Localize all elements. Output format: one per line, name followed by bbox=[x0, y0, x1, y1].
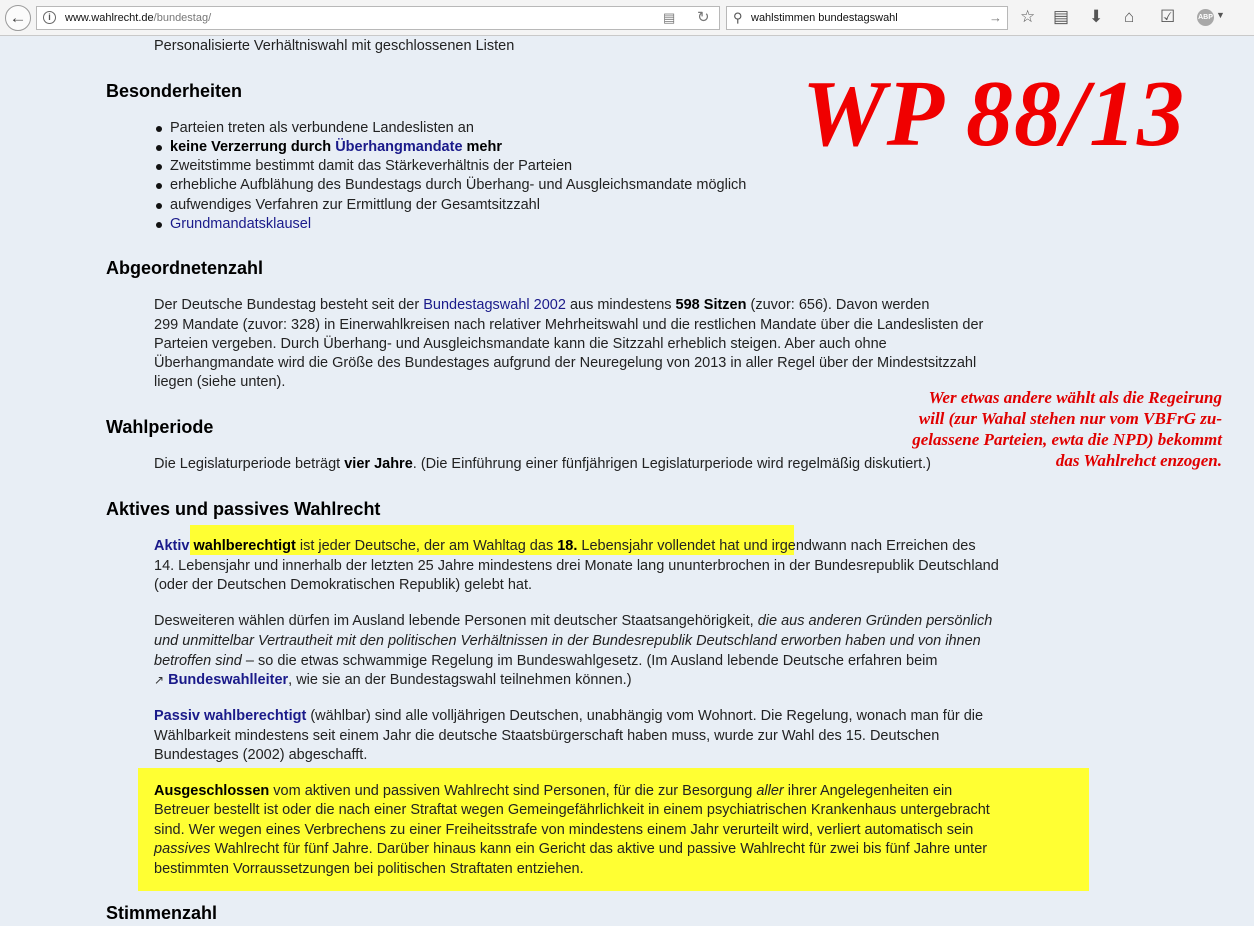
bullet bbox=[156, 164, 162, 170]
paragraph-line: und unmittelbar Vertrautheit mit den politischen Verhältnissen in der Bundesrepublik Deutschland erworben haben und von ihnen bbox=[154, 633, 981, 649]
search-input[interactable]: wahlstimmen bundestagswahl bbox=[751, 12, 898, 24]
list-item: erhebliche Aufblähung des Bundestags durch Überhang- und Ausgleichsmandate möglich bbox=[170, 177, 747, 193]
bullet bbox=[156, 203, 162, 209]
bookmark-star-icon[interactable]: ☆ bbox=[1020, 7, 1036, 26]
paragraph-line: Bundestages (2002) abgeschafft. bbox=[154, 747, 368, 763]
annotation-note-line: das Wahlrehct enzogen. bbox=[1055, 451, 1222, 470]
annotation-note-line: will (zur Wahal stehen nur vom VBFrG zu- bbox=[918, 409, 1222, 428]
annotation-stamp: WP 88/13 bbox=[802, 62, 1186, 166]
reader-view-icon[interactable]: ▤ bbox=[663, 10, 676, 25]
bullet bbox=[156, 126, 162, 132]
search-bar[interactable] bbox=[726, 6, 1008, 30]
paragraph-line: betroffen sind – so die etwas schwammige Regelung im Bundeswahlgesetz. (Im Ausland lebende Deutsche erfahren beim bbox=[154, 653, 938, 669]
link-bundestagswahl-2002[interactable]: Bundestagswahl 2002 bbox=[423, 297, 566, 313]
annotation-note-line: gelassene Parteien, ewta die NPD) bekommt bbox=[912, 430, 1222, 449]
search-icon: ⚲ bbox=[733, 10, 743, 25]
paragraph-line: passives Wahlrecht für fünf Jahre. Darüber hinaus kann ein Gericht das aktive und passive Wahlrecht für zwei bis fünf Jahre unter bbox=[154, 841, 988, 857]
paragraph-line: bestimmten Vorraussetzungen bei politischen Straftaten entziehen. bbox=[154, 861, 584, 877]
url-bar[interactable] bbox=[36, 6, 720, 30]
url-text[interactable]: www.wahlrecht.de/bundestag/ bbox=[65, 12, 212, 24]
heading-besonderheiten: Besonderheiten bbox=[106, 81, 243, 101]
home-icon[interactable]: ⌂ bbox=[1124, 7, 1135, 26]
heading-wahlrecht: Aktives und passives Wahlrecht bbox=[106, 499, 381, 519]
list-item: keine Verzerrung durch Überhangmandate mehr bbox=[170, 139, 503, 155]
link-grundmandatsklausel[interactable]: Grundmandatsklausel bbox=[170, 216, 312, 232]
reading-list-icon[interactable]: ▤ bbox=[1053, 7, 1070, 26]
chevron-down-icon[interactable]: ▼ bbox=[1216, 10, 1225, 20]
paragraph-line: sind. Wer wegen eines Verbrechens zu einer Freiheitsstrafe von mindestens einem Jahr verurteilt wird, verliert automatisch sein bbox=[154, 822, 974, 838]
paragraph-line: Wählbarkeit mindestens seit einem Jahr die deutsche Staatsbürgerschaft haben muss, wurde zur Wahl des 15. Deutschen bbox=[154, 728, 940, 744]
paragraph-line: Parteien vergeben. Durch Überhang- und Ausgleichsmandate kann die Sitzzahl erheblich steigen. Aber auch ohne bbox=[154, 336, 887, 352]
paragraph-line: (oder der Deutschen Demokratischen Republik) gelebt hat. bbox=[154, 577, 533, 593]
bullet bbox=[156, 183, 162, 189]
list-item: Zweitstimme bestimmt damit das Stärkeverhältnis der Parteien bbox=[170, 158, 573, 174]
list-item: Parteien treten als verbundene Landeslisten an bbox=[170, 120, 474, 136]
paragraph-line: Überhangmandate wird die Größe des Bundestages aufgrund der Neuregelung von 2013 in aller Regel über der Mindestsitzzahl bbox=[154, 355, 977, 371]
link-bundeswahlleiter[interactable]: Bundeswahlleiter bbox=[168, 672, 289, 688]
browser-toolbar bbox=[0, 0, 1254, 36]
paragraph-line: Die Legislaturperiode beträgt vier Jahre. (Die Einführung einer fünfjährigen Legislaturperiode wird regelmäßig diskutiert.) bbox=[154, 456, 931, 472]
back-button[interactable] bbox=[5, 5, 31, 31]
paragraph-line: Ausgeschlossen vom aktiven und passiven Wahlrecht sind Personen, für die zur Besorgung aller ihrer Angelegenheiten ein bbox=[154, 783, 953, 799]
heading-stimmenzahl: Stimmenzahl bbox=[106, 903, 218, 923]
heading-abgeordnetenzahl: Abgeordnetenzahl bbox=[106, 258, 264, 278]
search-go-icon[interactable]: → bbox=[989, 10, 1002, 25]
paragraph-line: 14. Lebensjahr und innerhalb der letzten 25 Jahre mindestens drei Monate lang ununterbrochen in der Bundesrepublik Deutschland bbox=[154, 558, 999, 574]
download-icon[interactable]: ⬇ bbox=[1089, 7, 1104, 26]
paragraph-line: Desweiteren wählen dürfen im Ausland lebende Personen mit deutscher Staatsangehörigkeit, die aus anderen Gründen persönlich bbox=[154, 613, 993, 629]
paragraph-line: liegen (siehe unten). bbox=[154, 374, 286, 390]
link-ueberhangmandate[interactable]: Überhangmandate bbox=[335, 139, 463, 155]
list-item: aufwendiges Verfahren zur Ermittlung der Gesamtsitzzahl bbox=[170, 197, 540, 213]
reload-icon[interactable]: ↻ bbox=[697, 9, 710, 26]
external-link-icon: ↗ bbox=[154, 673, 165, 687]
back-arrow-icon: ← bbox=[9, 8, 27, 27]
link-passiv-wahlberechtigt[interactable]: Passiv wahlberechtigt bbox=[154, 708, 307, 724]
paragraph-line: 299 Mandate (zuvor: 328) in Einerwahlkreisen nach relativer Mehrheitswahl und die restlichen Mandate über die Landeslisten der bbox=[154, 317, 984, 333]
paragraph-line: ↗ Bundeswahlleiter, wie sie an der Bundestagswahl teilnehmen können.) bbox=[154, 672, 632, 688]
annotation-note-line: Wer etwas andere wählt als die Regeirung bbox=[928, 388, 1222, 407]
paragraph-line: Betreuer bestellt ist oder die nach einer Straftat wegen Gemeingefährlichkeit in einem psychiatrischen Krankenhaus untergebracht bbox=[154, 802, 990, 818]
info-icon[interactable]: i bbox=[43, 11, 56, 24]
paragraph-line: Der Deutsche Bundestag besteht seit der Bundestagswahl 2002 aus mindestens 598 Sitzen (zuvor: 656). Davon werden bbox=[154, 297, 930, 313]
bullet bbox=[156, 222, 162, 228]
adblock-icon[interactable]: ABP bbox=[1197, 9, 1214, 26]
intro-line: Personalisierte Verhältniswahl mit geschlossenen Listen bbox=[154, 38, 515, 54]
link-aktiv[interactable]: Aktiv bbox=[154, 538, 190, 554]
bullet bbox=[156, 145, 162, 151]
page-content bbox=[0, 36, 1254, 926]
heading-wahlperiode: Wahlperiode bbox=[106, 417, 214, 437]
paragraph-line: Aktiv wahlberechtigt ist jeder Deutsche, der am Wahltag das 18. Lebensjahr vollendet hat und irgendwann nach Erreichen des bbox=[154, 538, 976, 554]
paragraph-line: Passiv wahlberechtigt (wählbar) sind alle volljährigen Deutschen, unabhängig vom Wohnort. Die Regelung, wonach man für die bbox=[154, 708, 984, 724]
pocket-icon[interactable]: ☑ bbox=[1160, 7, 1176, 26]
